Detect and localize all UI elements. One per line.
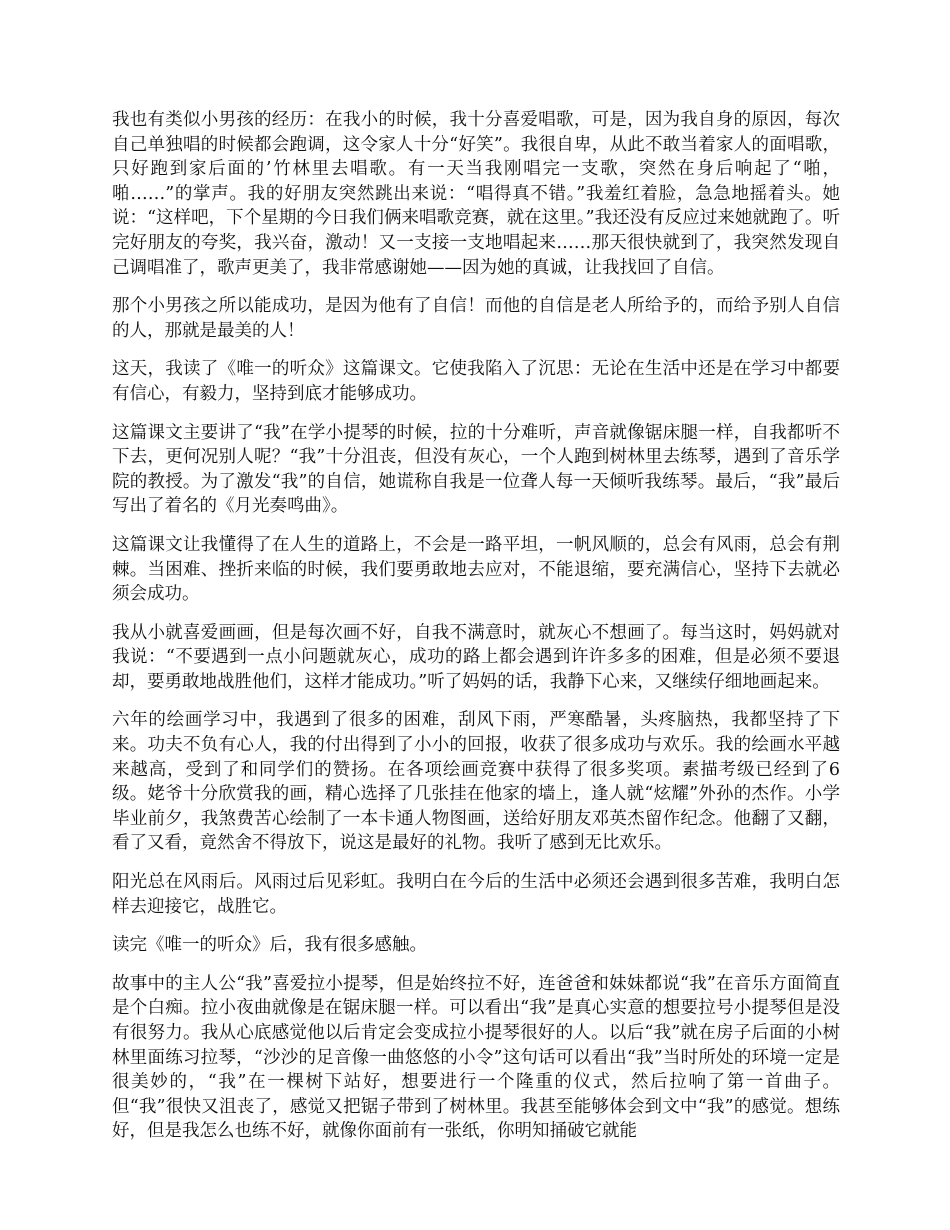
paragraph: 那个小男孩之所以能成功，是因为他有了自信！而他的自信是老人所给予的，而给予别人自信的人，那就是最美的人！ xyxy=(112,296,840,341)
paragraph: 这天，我读了《唯一的听众》这篇课文。它使我陷入了沉思：无论在生活中还是在学习中都要有信心，有毅力，坚持到底才能够成功。 xyxy=(112,359,840,404)
paragraph: 阳光总在风雨后。风雨过后见彩虹。我明白在今后的生活中必须还会遇到很多苦难，我明白怎样去迎接它，战胜它。 xyxy=(112,872,840,917)
paragraph: 这篇课文主要讲了“我”在学小提琴的时候，拉的十分难听，声音就像锯床腿一样，自我都听不下去，更何况别人呢？“我”十分沮丧，但没有灰心，一个人跑到树林里去练琴，遇到了音乐学院的教授。为了激发“我”的自信，她谎称自我是一位聋人每一天倾听我练琴。最后，“我”最后写出了着名的《月光奏鸣曲》。 xyxy=(112,422,840,517)
paragraph: 六年的绘画学习中，我遇到了很多的困难，刮风下雨，严寒酷暑，头疼脑热，我都坚持了下来。功夫不负有心人，我的付出得到了小小的回报，收获了很多成功与欢乐。我的绘画水平越来越高，受到了和同学们的赞扬。在各项绘画竞赛中获得了很多奖项。素描考级已经到了6级。姥爷十分欣赏我的画，精心选择了几张挂在他家的墙上，逢人就“炫耀”外孙的杰作。小学毕业前夕，我煞费苦心绘制了一本卡通人物图画，送给好朋友邓英杰留作纪念。他翻了又翻，看了又看，竟然舍不得放下，说这是最好的礼物。我听了感到无比欢乐。 xyxy=(112,710,840,854)
paragraph: 我也有类似小男孩的经历：在我小的时候，我十分喜爱唱歌，可是，因为我自身的原因，每次自己单独唱的时候都会跑调，这令家人十分“好笑”。我很自卑，从此不敢当着家人的面唱歌，只好跑到家后面的’竹林里去唱歌。有一天当我刚唱完一支歌，突然在身后响起了“啪，啪……”的掌声。我的好朋友突然跳出来说：“唱得真不错。”我羞红着脸，急急地摇着头。她说：“这样吧，下个星期的今日我们俩来唱歌竞赛，就在这里。”我还没有反应过来她就跑了。听完好朋友的夸奖，我兴奋，激动！又一支接一支地唱起来……那天很快就到了，我突然发现自己调唱准了，歌声更美了，我非常感谢她——因为她的真诚，让我找回了自信。 xyxy=(112,110,840,278)
paragraph: 读完《唯一的听众》后，我有很多感触。 xyxy=(112,935,427,956)
paragraph: 我从小就喜爱画画，但是每次画不好，自我不满意时，就灰心不想画了。每当这时，妈妈就对我说：“不要遇到一点小问题就灰心，成功的路上都会遇到许许多多的困难，但是必须不要退却，要勇敢地战胜他们，这样才能成功。”听了妈妈的话，我静下心来，又继续仔细地画起来。 xyxy=(112,622,840,692)
paragraph: 故事中的主人公“我”喜爱拉小提琴，但是始终拉不好，连爸爸和妹妹都说“我”在音乐方面简直是个白痴。拉小夜曲就像是在锯床腿一样。可以看出“我”是真心实意的想要拉号小提琴但是没有很努力。我从心底感觉他以后肯定会变成拉小提琴很好的人。以后“我”就在房子后面的小树林里面练习拉琴，“沙沙的足音像一曲悠悠的小令”这句话可以看出“我”当时所处的环境一定是很美妙的，“我”在一棵树下站好，想要进行一个隆重的仪式，然后拉响了第一首曲子。但“我”很快又沮丧了，感觉又把锯子带到了树林里。我甚至能够体会到文中“我”的感觉。想练好，但是我怎么也练不好，就像你面前有一张纸，你明知捅破它就能 xyxy=(112,973,840,1142)
document-body xyxy=(112,108,840,1158)
paragraph: 这篇课文让我懂得了在人生的道路上，不会是一路平坦，一帆风顺的，总会有风雨，总会有荆棘。当困难、挫折来临的时候，我们要勇敢地去应对，不能退缩，要充满信心，坚持下去就必须会成功。 xyxy=(112,534,840,605)
